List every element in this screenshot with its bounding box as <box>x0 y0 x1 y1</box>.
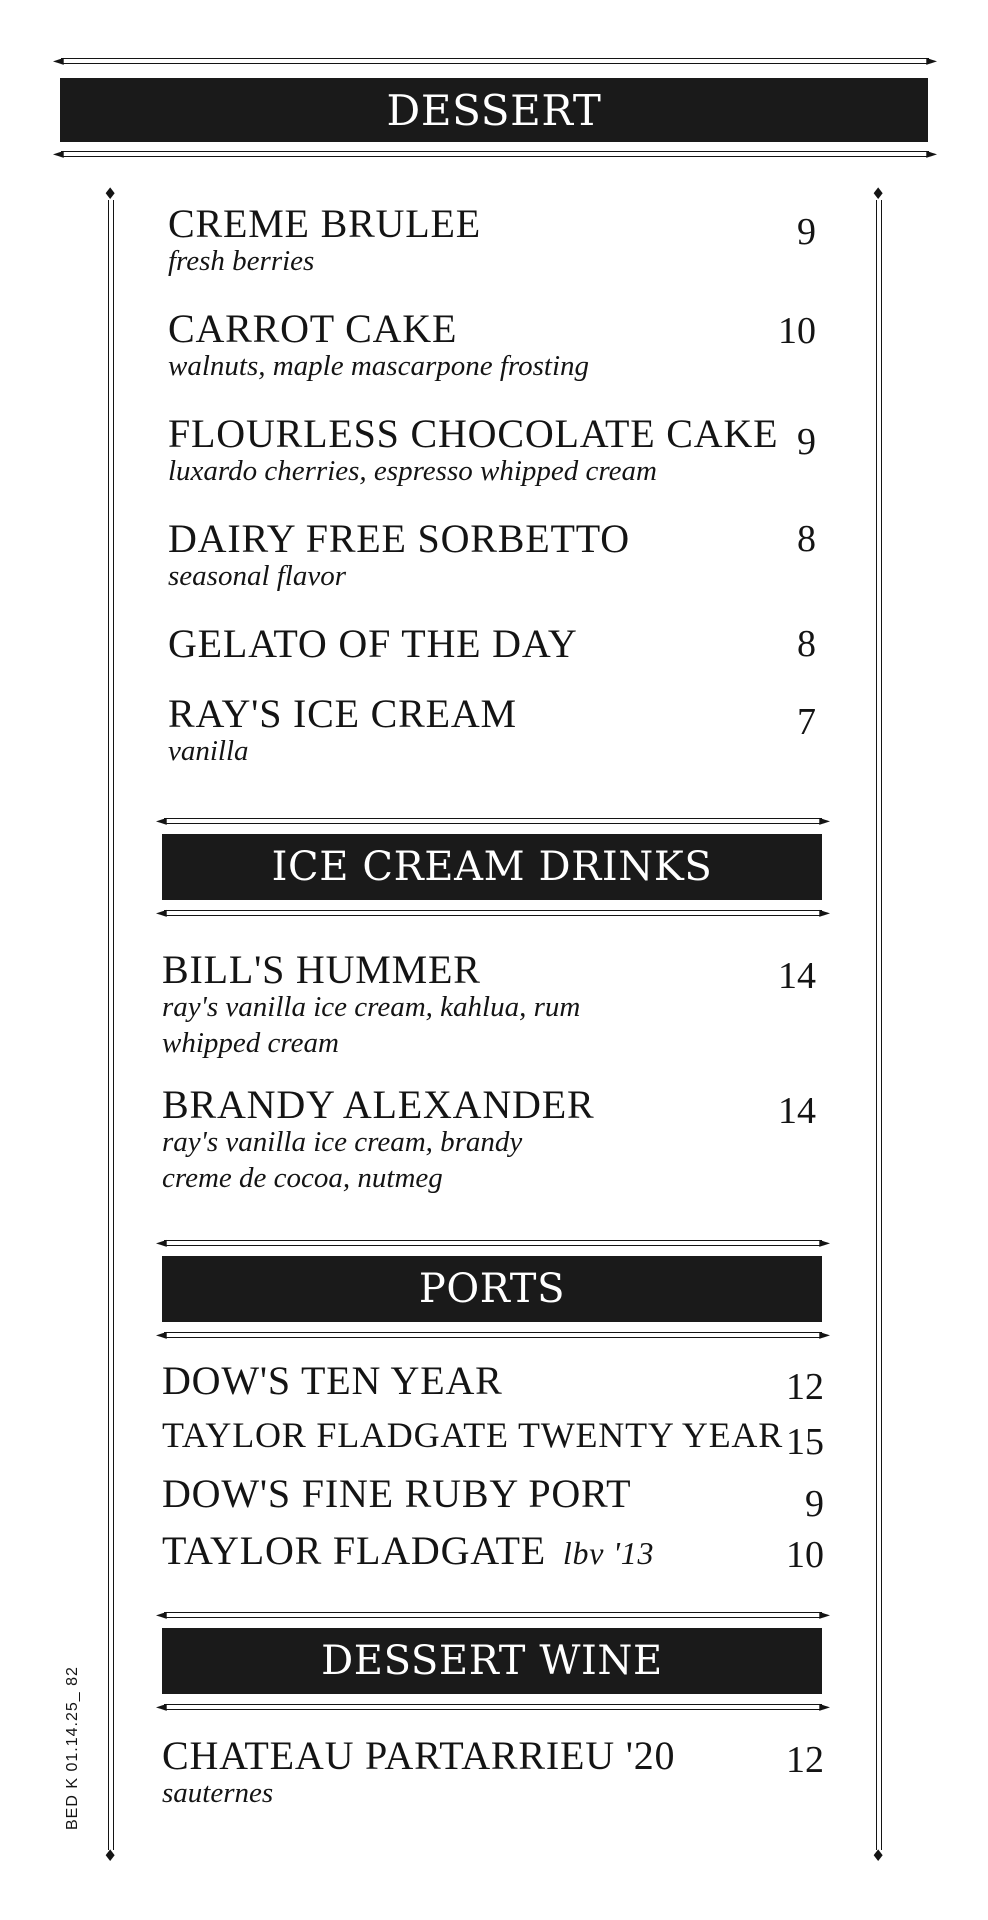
ornamental-rule: ◄ ► <box>156 1235 830 1251</box>
print-code: BED K 01.14.25_ 82 <box>64 1666 81 1830</box>
item-price: 10 <box>778 310 816 352</box>
item-name: CHATEAU PARTARRIEU '20 <box>162 1733 676 1778</box>
item-price: 9 <box>797 421 816 463</box>
item-price: 9 <box>797 211 816 253</box>
section-header-ports <box>162 1256 822 1322</box>
section-title: DESSERT WINE <box>321 1638 663 1684</box>
item-price: 12 <box>786 1366 824 1408</box>
item-name: DAIRY FREE SORBETTO <box>168 516 630 561</box>
item-description: ray's vanilla ice cream, brandy <box>162 1126 523 1158</box>
ornamental-rule: ◄ ► <box>53 53 937 69</box>
ornamental-rule: ◄ ► <box>53 146 937 162</box>
ornamental-rule: ◄ ► <box>156 813 830 829</box>
ornamental-rule: ◄ ► <box>156 1607 830 1623</box>
item-name-suffix: lbv '13 <box>562 1535 655 1571</box>
item-price: 14 <box>778 955 816 997</box>
item-price: 8 <box>797 623 816 665</box>
item-name: DOW'S TEN YEAR <box>162 1358 503 1403</box>
section-title: DESSERT <box>386 85 602 135</box>
item-description: seasonal flavor <box>168 560 347 592</box>
item-description: whipped cream <box>162 1027 339 1059</box>
ornamental-rule: ◄ ► <box>156 905 830 921</box>
section-header-dessert <box>60 78 928 142</box>
item-description: luxardo cherries, espresso whipped cream <box>168 455 657 487</box>
section-header-ice-cream-drinks <box>162 834 822 900</box>
item-name: DOW'S FINE RUBY PORT <box>162 1471 632 1516</box>
left-border-ornament: ♦ ♦ <box>103 184 118 1865</box>
item-price: 7 <box>797 701 816 743</box>
item-name: BILL'S HUMMER <box>162 947 481 992</box>
item-description: sauternes <box>162 1777 274 1809</box>
item-description: vanilla <box>168 735 249 767</box>
item-name-text: TAYLOR FLADGATE <box>162 1528 546 1573</box>
section-title: ICE CREAM DRINKS <box>271 844 713 890</box>
item-price: 12 <box>786 1739 824 1781</box>
ornamental-rule: ◄ ► <box>156 1327 830 1343</box>
item-name: BRANDY ALEXANDER <box>162 1082 595 1127</box>
item-description: walnuts, maple mascarpone frosting <box>168 350 590 382</box>
item-price: 14 <box>778 1090 816 1132</box>
item-description: fresh berries <box>168 245 315 277</box>
item-price: 10 <box>786 1534 824 1576</box>
item-name: CARROT CAKE <box>168 306 458 351</box>
item-name: TAYLOR FLADGATE TWENTY YEAR <box>162 1415 784 1455</box>
item-description: creme de cocoa, nutmeg <box>162 1162 443 1194</box>
item-description: ray's vanilla ice cream, kahlua, rum <box>162 991 581 1023</box>
item-name <box>162 1527 654 1574</box>
item-price: 9 <box>805 1483 824 1525</box>
ornamental-rule: ◄ ► <box>156 1699 830 1715</box>
item-name: RAY'S ICE CREAM <box>168 691 517 736</box>
section-title: PORTS <box>418 1266 566 1312</box>
item-name: FLOURLESS CHOCOLATE CAKE <box>168 411 779 456</box>
item-name: CREME BRULEE <box>168 201 481 246</box>
section-header-dessert-wine <box>162 1628 822 1694</box>
right-border-ornament: ♦ ♦ <box>871 184 886 1865</box>
item-price: 8 <box>797 518 816 560</box>
item-price: 15 <box>786 1421 824 1463</box>
item-name: GELATO OF THE DAY <box>168 621 578 666</box>
